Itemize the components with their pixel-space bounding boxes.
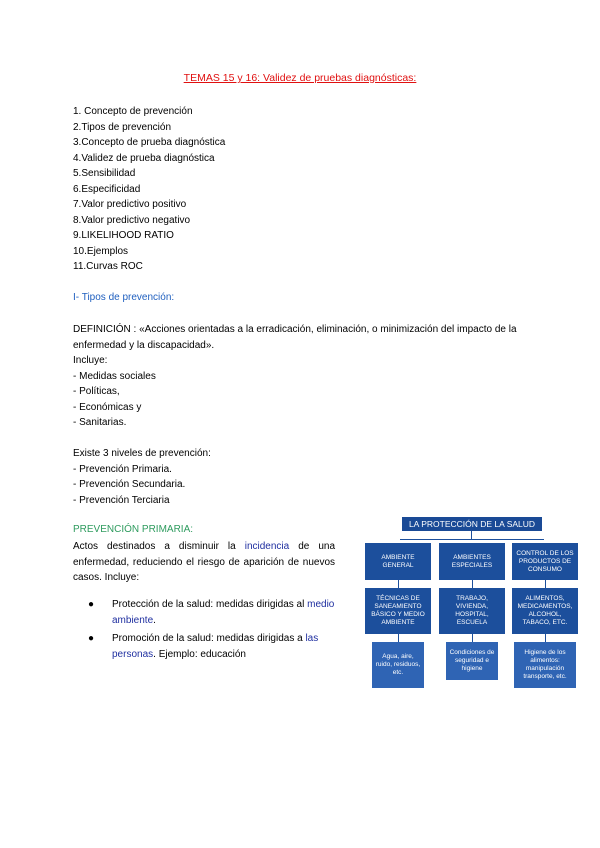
diagram-box-trabajo: TRABAJO, VIVIENDA, HOSPITAL, ESCUELA [439, 588, 505, 634]
diagram-box-higiene-alimentos: Higiene de los alimentos: manipulación transporte, etc. [514, 642, 576, 688]
levels-intro: Existe 3 niveles de prevención: [73, 448, 211, 459]
toc-item: 3.Concepto de prueba diagnóstica [73, 137, 226, 148]
diagram-box-alimentos: ALIMENTOS, MEDICAMENTOS, ALCOHOL, TABACO, ETC. [512, 588, 578, 634]
diagram-connector [472, 580, 473, 588]
toc-item: 9.LIKELIHOOD RATIO [73, 230, 174, 241]
levels-list [73, 462, 211, 509]
diagram-connector [545, 580, 546, 588]
highlight-las-personas: las personas [112, 633, 319, 660]
bullet-icon: ● [88, 599, 95, 610]
list-item: - Medidas sociales [73, 370, 156, 382]
diagram-box-ambiente-general: AMBIENTE GENERAL [365, 543, 431, 580]
toc-item: 8.Valor predictivo negativo [73, 214, 191, 226]
toc-item: 1. Concepto de prevención [73, 106, 193, 117]
health-protection-diagram [364, 517, 580, 693]
diagram-box-agua: Agua, aire, ruido, residuos, etc. [372, 642, 424, 688]
definition-line: enfermedad y la discapacidad». [73, 339, 215, 351]
measures-list [73, 369, 533, 431]
diagram-box-ambientes-especiales: AMBIENTES ESPECIALES [439, 543, 505, 580]
list-item: - Prevención Terciaria [73, 494, 170, 506]
definition-line: DEFINICIÓN : «Acciones orientadas a la erradicación, eliminación, o minimización del impacto de la [73, 324, 517, 335]
list-item: - Políticas, [73, 386, 120, 397]
diagram-box-control-productos: CONTROL DE LOS PRODUCTOS DE CONSUMO [512, 543, 578, 580]
bullet-item [88, 631, 338, 662]
primary-prevention-heading: PREVENCIÓN PRIMARIA: [73, 524, 194, 535]
highlight-medio-ambiente: medio ambiente [112, 599, 335, 626]
list-item: - Prevención Secundaria. [73, 479, 186, 490]
definition-block [73, 322, 533, 431]
text-span: . Ejemplo: educación [153, 648, 246, 660]
highlight-incidencia: incidencia [244, 541, 290, 552]
table-of-contents [73, 104, 225, 275]
toc-item: 5.Sensibilidad [73, 168, 136, 179]
text-span: Actos destinados a disminuir la [73, 541, 245, 552]
text-span: . [153, 614, 156, 626]
list-item: - Económicas y [73, 401, 142, 413]
toc-item: 2.Tipos de prevención [73, 121, 172, 133]
levels-block [73, 446, 211, 508]
diagram-connector [471, 531, 472, 539]
diagram-box-saneamiento: TÉCNICAS DE SANEAMIENTO BÁSICO Y MEDIO AMBIENTE [365, 588, 431, 634]
toc-item: 10.Ejemplos [73, 245, 129, 257]
toc-item: 11.Curvas ROC [73, 261, 143, 272]
list-item: - Sanitarias. [73, 417, 127, 428]
section-heading: I- Tipos de prevención: [73, 292, 175, 303]
list-item: - Prevención Primaria. [73, 463, 172, 475]
page-title: TEMAS 15 y 16: Validez de pruebas diagnósticas: [183, 72, 417, 84]
text-span: Protección de la salud: medidas dirigidas al [112, 599, 308, 610]
text-span: de una enfermedad, reduciendo el riesgo de aparición de nuevos casos. Incluye: [73, 541, 336, 583]
bullet-item [88, 597, 338, 628]
text-span: Promoción de la salud: medidas dirigidas a [112, 633, 306, 644]
toc-item: 6.Especificidad [73, 183, 141, 195]
diagram-box-condiciones: Condiciones de seguridad e higiene [446, 642, 498, 680]
bullet-icon: ● [88, 633, 95, 644]
toc-item: 7.Valor predictivo positivo [73, 199, 187, 210]
toc-item: 4.Validez de prueba diagnóstica [73, 152, 215, 164]
primary-prevention-text [73, 539, 335, 586]
diagram-title-box: LA PROTECCIÓN DE LA SALUD [402, 517, 542, 531]
diagram-connector [472, 634, 473, 642]
diagram-connector [398, 580, 399, 588]
diagram-connector [398, 634, 399, 642]
includes-label: Incluye: [73, 355, 108, 366]
diagram-connector [400, 539, 544, 540]
diagram-connector [545, 634, 546, 642]
primary-prevention-bullets [88, 597, 338, 665]
